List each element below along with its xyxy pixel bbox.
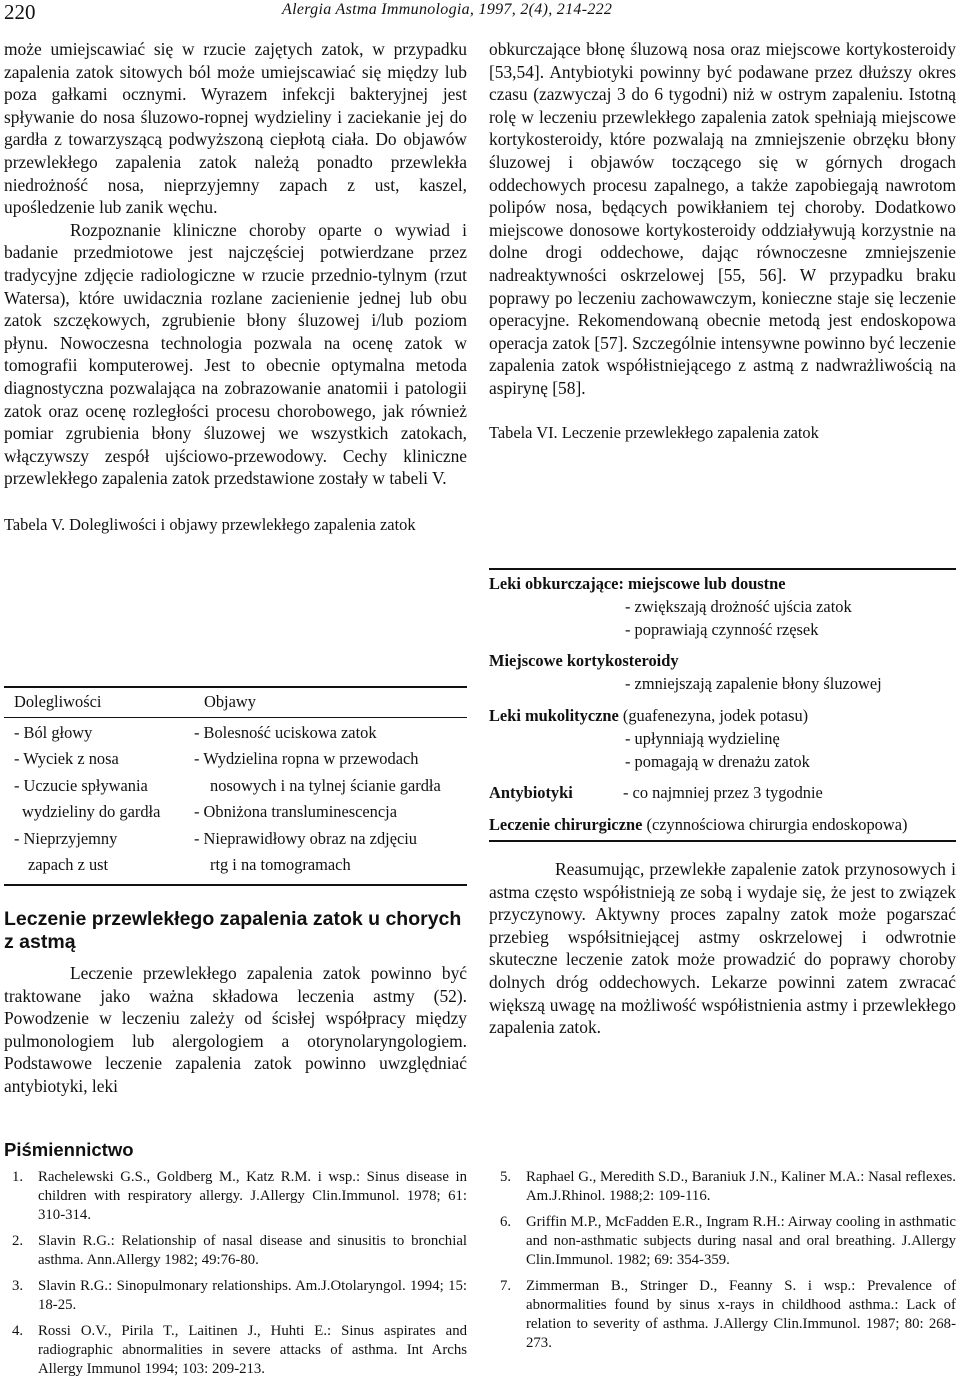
table6-group-title: Leki obkurczające: miejscowe lub doustne: [489, 574, 786, 593]
table6-group-title: Leki mukolityczne: [489, 705, 619, 725]
table6-group-title: Leczenie chirurgiczne: [489, 815, 643, 835]
table6-item: - pomagają w drenażu zatok: [625, 751, 810, 771]
section-paragraph: Leczenie przewlekłego zapalenia zatok powinno być traktowane jako ważna składowa leczenia astmy (52). Powodzenie w leczeniu zależy od ścisłej współpracy między pulmonologiem lub alergologiem a otorynolaryngologiem. Podstawowe leczenie zapalenia zatok powinno uwzględniać antybiotyki, leki: [4, 963, 467, 1096]
table5-cell: - Nieprawidłowy obraz na zdjęciu: [194, 828, 418, 848]
table5-body: [4, 718, 467, 886]
table5-cell: zapach z ust: [28, 855, 109, 875]
table5-cell: - Obniżona transluminescencja: [194, 802, 397, 822]
left-column: [4, 38, 467, 536]
reference-item: [12, 1322, 467, 1379]
section-body: [4, 962, 467, 1098]
table6-group-note: - co najmniej przez 3 tygodnie: [623, 783, 823, 803]
reference-number: 3.: [12, 1278, 24, 1294]
table5-bottom-rule: [4, 884, 467, 886]
table5-cell: nosowych i na tylnej ścianie gardła: [210, 775, 441, 795]
table6-group-title: Miejscowe kortykosteroidy: [489, 651, 679, 671]
reference-text: Zimmerman B., Stringer D., Feanny S. i wsp.: Prevalence of abnormalities found by sinus x-rays in childhood asthma.: Lack of relation to severity of asthma. J.Allergy Clin.Immunol. 1987; 80: 268-273.: [526, 1278, 956, 1351]
page-number: 220: [4, 0, 36, 24]
reference-text: Griffin M.P., McFadden E.R., Ingram R.H.: Airway cooling in asthmatic and non-asthmatic subjects during nasal and oral breathing. J.Allergy Clin.Immunol. 1982; 69: 354-359.: [526, 1214, 956, 1268]
table6-caption: Tabela VI. Leczenie przewlekłego zapalenia zatok: [489, 422, 819, 442]
table6-group-note: (guafenezyna, jodek potasu): [622, 705, 809, 725]
reference-text: Rachelewski G.S., Goldberg M., Katz R.M. i wsp.: Sinus disease in children with respiratory allergy. J.Allergy Clin.Immunol. 1978; 61: 310-314.: [38, 1169, 467, 1223]
right-paragraph-1: obkurczające błonę śluzową nosa oraz miejscowe kortykosteroidy [53,54]. Antybiotyki powinny być podawane przez dłuższy okres czasu (zazwyczaj 3 do 6 tygodni) niż w ostrym zapaleniu. Istotną rolę w leczeniu przewlekłego zapalenia zatok spełniają miejscowe kortykosteroidy, które pozwalają na zmniejszenie obrzęku błony śluzowej i objawów toczącego się w górnych drogach oddechowych procesu zapalnego, a także zapobiegają nawrotom polipów nosa, będących powikłaniem tej choroby. Dodatkowo miejscowe donosowe kortykosteroidy oddziaływują korzystnie na dolne drogi oddechowe, dając równoczesne zmniejszenie nadreaktywności oskrzelowej [55, 56]. W przypadku braku poprawy po leczeniu zachowawczym, konieczne staje się leczenie operacyjne. Rekomendowaną obecnie metodą jest endoskopowa operacja zatok [57]. Szczególnie intensywne powinno być leczenie zapalenia zatok współistniejącego z astmą z nadwrażliwością na aspirynę [58].: [489, 39, 956, 398]
table5-header-symptoms: Objawy: [204, 692, 256, 711]
table6: [489, 568, 956, 842]
reference-item: [500, 1213, 956, 1270]
reference-number: 2.: [12, 1233, 24, 1249]
references-right: [500, 1168, 956, 1360]
reference-number: 6.: [500, 1214, 512, 1230]
references-left: [12, 1168, 467, 1386]
section-title: Leczenie przewlekłego zapalenia zatok u chorych z astmą: [4, 908, 462, 953]
reference-number: 4.: [12, 1323, 24, 1339]
reference-item: [12, 1232, 467, 1270]
references-title: Piśmiennictwo: [4, 1139, 134, 1160]
table5-cell: - Bolesność uciskowa zatok: [194, 723, 377, 742]
reference-item: [500, 1277, 956, 1353]
conclusion-paragraph: Reasumując, przewlekłe zapalenie zatok przynosowych i astma często współistnieją ze sobą i wydaje się, że jest to związek przyczynowy. Aktywny proces zapalny zatok może pogarszać przebieg współsitniejącej astmy oskrzelowej i odwrotnie skuteczne leczenie zatok może prowadzić do poprawy choroby dolnych dróg oddechowych. Lekarze powinni zatem zwracać większą uwagę na możliwość współistnienia astmy i przewlekłego zapalenia zatok.: [489, 859, 956, 1038]
table5: [4, 686, 467, 886]
reference-item: [12, 1168, 467, 1225]
table5-cell: wydzieliny do gardła: [22, 802, 161, 822]
right-column: [489, 38, 956, 444]
table5-cell: - Ból głowy: [14, 723, 93, 742]
reference-text: Raphael G., Meredith S.D., Baraniuk J.N., Kaliner M.A.: Nasal reflexes. Am.J.Rhinol. 1988;2: 109-116.: [526, 1169, 956, 1204]
table5-header-row: [4, 688, 467, 717]
journal-header: Alergia Astma Immunologia, 1997, 2(4), 214-222: [282, 1, 613, 18]
reference-item: [12, 1277, 467, 1315]
table5-col-complaints: [4, 720, 160, 878]
table5-cell: - Wydzielina ropna w przewodach: [194, 749, 419, 769]
table6-bottom-rule: [489, 840, 956, 842]
left-paragraph-1: może umiejscawiać się w rzucie zajętych zatok, w przypadku zapalenia zatok sitowych ból może umiejscawiać się między lub poza gałkami ocznymi. Wyrazem infekcji bakteryjnej jest spływanie do nosa śluzowo-ropnej wydzieliny i zaciekanie jej do gardła z towarzyszącą podwyższoną ciepłotą ciała. Do objawów przewlekłego zapalenia zatok należą ponadto przewlekła niedrożność nosa, nieprzyjemny zapach z ust, kaszel, upośledzenie lub zanik węchu.: [4, 39, 467, 218]
table5-col-symptoms: [194, 720, 441, 878]
table5-cell: rtg i na tomogramach: [210, 855, 351, 875]
table6-group-note: (czynnościowa chirurgia endoskopowa): [646, 815, 908, 835]
table5-header-complaints: Dolegliwości: [14, 692, 102, 711]
table6-item: - upłynniają wydzielinę: [625, 728, 780, 748]
conclusion: [489, 858, 956, 1039]
table6-item: - zwiększają drożność ujścia zatok: [625, 596, 852, 616]
reference-text: Slavin R.G.: Relationship of nasal disease and sinusitis to bronchial asthma. Ann.Allergy 1982; 49:76-80.: [38, 1233, 467, 1268]
table6-item: - poprawiają czynność rzęsek: [625, 619, 819, 639]
table5-cell: - Nieprzyjemny: [14, 828, 118, 848]
table6-group-title: Antybiotyki: [489, 783, 573, 803]
table5-cell: - Uczucie spływania: [14, 775, 148, 795]
reference-text: Slavin R.G.: Sinopulmonary relationships. Am.J.Otolaryngol. 1994; 15: 18-25.: [38, 1278, 467, 1313]
reference-item: [500, 1168, 956, 1206]
reference-number: 1.: [12, 1169, 24, 1185]
table6-item: - zmniejszają zapalenie błony śluzowej: [625, 674, 882, 694]
table5-caption: Tabela V. Dolegliwości i objawy przewlekłego zapalenia zatok: [4, 514, 416, 534]
left-paragraph-2: Rozpoznanie kliniczne choroby oparte o wywiad i badanie przedmiotowe jest najczęściej potwierdzane przez tradycyjne zdjęcie radiologiczne w rzucie przednio-tylnym (rzut Watersa), które uwidacznia rozlane zacienienie jednej lub obu zatok szczękowych, zgrubienie błony śluzowej i/lub poziom płynu. Nowoczesna technologia pozwala na ocenę zatok w tomografii komputerowej. Jest to obecnie optymalna metoda diagnostyczna pozwalająca na zobrazowanie anatomii i patologii zatok oraz ocenę rozległości procesu chorobowego, jak również pomiar zgrubienia błony śluzowej we wszystkich zatokach, włączywszy zespół ujściowo-przewodowy. Cechy kliniczne przewlekłego zapalenia zatok przedstawione zostały w tabeli V.: [4, 219, 467, 489]
reference-number: 5.: [500, 1169, 512, 1185]
reference-text: Rossi O.V., Pirila T., Laitinen J., Huhti E.: Sinus aspirates and radiographic abnormalities in severe attacks of asthma. Int Archs Allergy Immunol 1994; 103: 209-213.: [38, 1323, 467, 1377]
reference-number: 7.: [500, 1278, 512, 1294]
table5-cell: - Wyciek z nosa: [14, 749, 119, 769]
